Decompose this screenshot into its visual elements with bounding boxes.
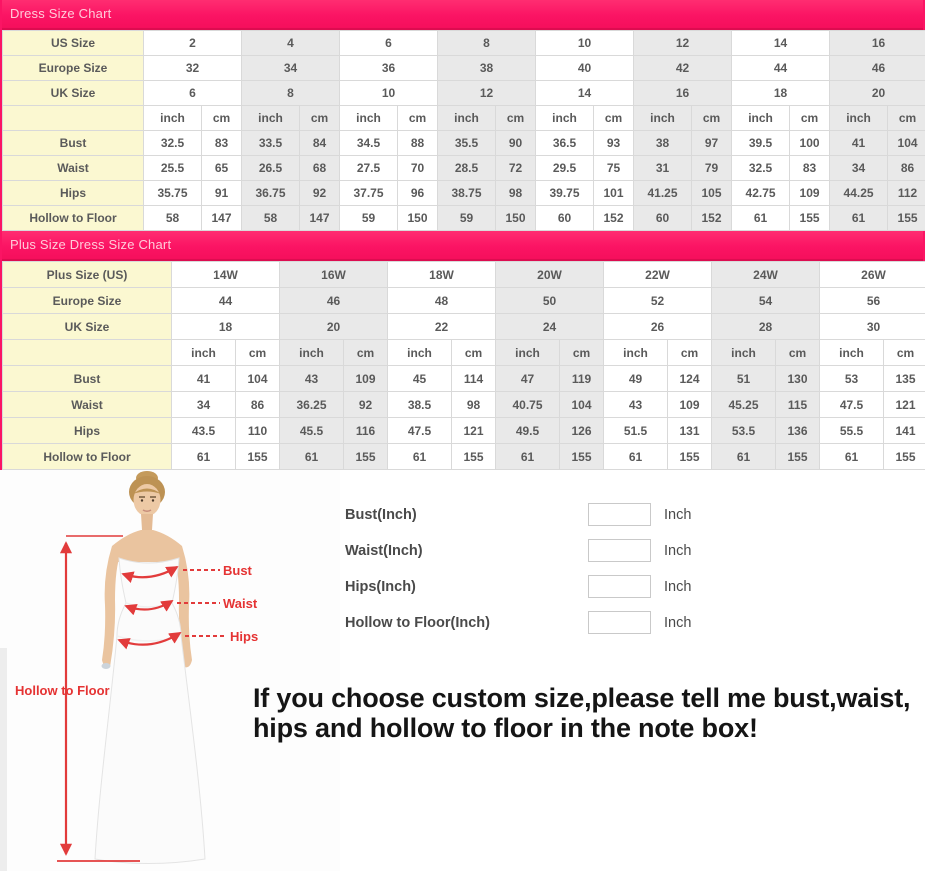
size-value-cell: inch — [536, 106, 594, 131]
size-value-cell: 34 — [242, 56, 340, 81]
size-value-cell: 14 — [536, 81, 634, 106]
size-value-cell: 42 — [634, 56, 732, 81]
size-value-cell: 35.5 — [438, 131, 496, 156]
hips-unit-label: Inch — [664, 579, 691, 595]
size-value-cell: 34 — [172, 392, 236, 418]
size-value-cell: 83 — [790, 156, 830, 181]
size-value-cell: 58 — [242, 206, 300, 231]
size-value-cell: 16W — [280, 262, 388, 288]
size-value-cell: cm — [236, 340, 280, 366]
size-value-cell: 60 — [536, 206, 594, 231]
size-value-cell: 147 — [202, 206, 242, 231]
size-value-cell: 68 — [300, 156, 340, 181]
size-value-cell: 124 — [668, 366, 712, 392]
size-value-cell: 61 — [732, 206, 790, 231]
size-value-cell: 155 — [236, 444, 280, 470]
size-value-cell: 43 — [280, 366, 344, 392]
size-value-cell: 49.5 — [496, 418, 560, 444]
measurement-guide-section — [0, 470, 925, 871]
size-value-cell: 44 — [172, 288, 280, 314]
size-value-cell: 41.25 — [634, 181, 692, 206]
size-value-cell: 92 — [344, 392, 388, 418]
row-label-cell: US Size — [3, 31, 144, 56]
size-value-cell: 45.5 — [280, 418, 344, 444]
size-value-cell: 44.25 — [830, 181, 888, 206]
model-measurement-diagram — [0, 470, 340, 871]
hollow-inch-input[interactable] — [588, 611, 651, 634]
bust-inch-input[interactable] — [588, 503, 651, 526]
size-value-cell: 45.25 — [712, 392, 776, 418]
size-value-cell: inch — [634, 106, 692, 131]
size-value-cell: cm — [560, 340, 604, 366]
size-value-cell: 56 — [820, 288, 925, 314]
size-value-cell: 98 — [452, 392, 496, 418]
photo-edge-shadow — [0, 648, 7, 871]
size-value-cell: 12 — [438, 81, 536, 106]
size-value-cell: 59 — [438, 206, 496, 231]
size-value-cell: 150 — [496, 206, 536, 231]
size-value-cell: cm — [344, 340, 388, 366]
size-value-cell: 4 — [242, 31, 340, 56]
measurement-row — [3, 366, 925, 392]
measurement-row — [3, 418, 925, 444]
size-value-cell: 34 — [830, 156, 888, 181]
size-value-cell: 86 — [888, 156, 925, 181]
row-label-cell: Hips — [3, 418, 172, 444]
row-label-cell — [3, 340, 172, 366]
size-value-cell: 131 — [668, 418, 712, 444]
size-value-cell: 32.5 — [144, 131, 202, 156]
size-value-cell: 61 — [280, 444, 344, 470]
size-value-cell: 51 — [712, 366, 776, 392]
size-value-cell: 22W — [604, 262, 712, 288]
size-value-cell: 38 — [438, 56, 536, 81]
plus-size-table — [2, 261, 925, 470]
size-value-cell: 54 — [712, 288, 820, 314]
size-value-cell: 96 — [398, 181, 438, 206]
size-value-cell: 93 — [594, 131, 634, 156]
size-value-cell: 46 — [830, 56, 925, 81]
size-value-cell: 155 — [888, 206, 925, 231]
hips-inch-input[interactable] — [588, 575, 651, 598]
size-value-cell: 24W — [712, 262, 820, 288]
size-value-cell: cm — [776, 340, 820, 366]
size-value-cell: inch — [144, 106, 202, 131]
size-value-cell: 116 — [344, 418, 388, 444]
size-value-cell: 20 — [830, 81, 925, 106]
measurement-row — [3, 156, 925, 181]
size-value-cell: 52 — [604, 288, 712, 314]
size-value-cell: 100 — [790, 131, 830, 156]
size-value-cell: 115 — [776, 392, 820, 418]
size-value-cell: 155 — [560, 444, 604, 470]
size-value-cell: inch — [388, 340, 452, 366]
size-value-cell: 61 — [172, 444, 236, 470]
size-value-cell: 61 — [712, 444, 776, 470]
hollow-to-floor-figure-label: Hollow to Floor — [15, 683, 110, 698]
plus-chart-title: Plus Size Dress Size Chart — [10, 237, 171, 252]
size-value-cell: 14W — [172, 262, 280, 288]
size-value-cell: 2 — [144, 31, 242, 56]
size-value-cell: 10 — [536, 31, 634, 56]
size-value-cell: 6 — [144, 81, 242, 106]
size-header-row — [3, 31, 925, 56]
size-header-row — [3, 81, 925, 106]
size-value-cell: 155 — [668, 444, 712, 470]
size-value-cell: 91 — [202, 181, 242, 206]
model-neck — [141, 514, 153, 532]
hollow-unit-label: Inch — [664, 615, 691, 631]
size-value-cell: 36 — [340, 56, 438, 81]
measurement-row — [3, 206, 925, 231]
row-label-cell: Hips — [3, 181, 144, 206]
size-value-cell: 39.75 — [536, 181, 594, 206]
bust-form-row — [345, 503, 691, 526]
size-value-cell: 20 — [280, 314, 388, 340]
hips-input-label: Hips(Inch) — [345, 579, 588, 595]
measurement-row — [3, 181, 925, 206]
row-label-cell: Waist — [3, 392, 172, 418]
custom-size-note-line1: If you choose custom size,please tell me bust,waist, — [253, 684, 925, 714]
size-value-cell: 39.5 — [732, 131, 790, 156]
size-value-cell: 45 — [388, 366, 452, 392]
row-label-cell: Bust — [3, 366, 172, 392]
row-label-cell: Europe Size — [3, 288, 172, 314]
size-value-cell: 48 — [388, 288, 496, 314]
size-value-cell: 101 — [594, 181, 634, 206]
size-value-cell: cm — [668, 340, 712, 366]
size-value-cell: 6 — [340, 31, 438, 56]
size-value-cell: inch — [438, 106, 496, 131]
size-value-cell: cm — [790, 106, 830, 131]
unit-header-row — [3, 340, 925, 366]
hollow-input-label: Hollow to Floor(Inch) — [345, 615, 588, 631]
waist-form-row — [345, 539, 691, 562]
size-value-cell: 34.5 — [340, 131, 398, 156]
row-label-cell — [3, 106, 144, 131]
row-label-cell: UK Size — [3, 81, 144, 106]
size-value-cell: 61 — [604, 444, 668, 470]
size-value-cell: 53.5 — [712, 418, 776, 444]
measurement-row — [3, 392, 925, 418]
size-value-cell: 65 — [202, 156, 242, 181]
size-value-cell: 58 — [144, 206, 202, 231]
size-value-cell: 30 — [820, 314, 925, 340]
size-value-cell: 12 — [634, 31, 732, 56]
bust-figure-label: Bust — [223, 563, 252, 578]
size-value-cell: 43.5 — [172, 418, 236, 444]
model-bracelet — [102, 663, 111, 669]
size-value-cell: 31 — [634, 156, 692, 181]
hips-form-row — [345, 575, 691, 598]
size-value-cell: 135 — [884, 366, 925, 392]
size-value-cell: 90 — [496, 131, 536, 156]
waist-unit-label: Inch — [664, 543, 691, 559]
bust-unit-label: Inch — [664, 507, 691, 523]
size-value-cell: 150 — [398, 206, 438, 231]
size-value-cell: 33.5 — [242, 131, 300, 156]
size-value-cell: 38 — [634, 131, 692, 156]
size-value-cell: inch — [820, 340, 884, 366]
size-value-cell: 60 — [634, 206, 692, 231]
size-value-cell: inch — [830, 106, 888, 131]
size-value-cell: 36.5 — [536, 131, 594, 156]
size-value-cell: 109 — [790, 181, 830, 206]
size-value-cell: 43 — [604, 392, 668, 418]
size-value-cell: 35.75 — [144, 181, 202, 206]
size-value-cell: 10 — [340, 81, 438, 106]
custom-size-note-line2: hips and hollow to floor in the note box! — [253, 714, 925, 744]
waist-inch-input[interactable] — [588, 539, 651, 562]
size-value-cell: 136 — [776, 418, 820, 444]
size-value-cell: 26.5 — [242, 156, 300, 181]
size-value-cell: inch — [242, 106, 300, 131]
size-value-cell: 26W — [820, 262, 925, 288]
standard-size-table — [2, 30, 925, 231]
size-value-cell: 29.5 — [536, 156, 594, 181]
row-label-cell: Plus Size (US) — [3, 262, 172, 288]
size-value-cell: cm — [452, 340, 496, 366]
size-value-cell: 8 — [438, 31, 536, 56]
size-value-cell: 51.5 — [604, 418, 668, 444]
size-value-cell: 121 — [884, 392, 925, 418]
size-value-cell: 53 — [820, 366, 884, 392]
size-value-cell: 16 — [634, 81, 732, 106]
size-value-cell: 55.5 — [820, 418, 884, 444]
size-value-cell: 47 — [496, 366, 560, 392]
row-label-cell: UK Size — [3, 314, 172, 340]
size-value-cell: 61 — [820, 444, 884, 470]
bust-input-label: Bust(Inch) — [345, 507, 588, 523]
size-value-cell: 97 — [692, 131, 732, 156]
size-value-cell: 28 — [712, 314, 820, 340]
size-header-row — [3, 288, 925, 314]
size-value-cell: 28.5 — [438, 156, 496, 181]
size-value-cell: 18 — [172, 314, 280, 340]
size-value-cell: 112 — [888, 181, 925, 206]
size-value-cell: 40 — [536, 56, 634, 81]
size-value-cell: 98 — [496, 181, 536, 206]
size-value-cell: cm — [594, 106, 634, 131]
size-value-cell: 40.75 — [496, 392, 560, 418]
size-value-cell: 109 — [668, 392, 712, 418]
size-value-cell: 105 — [692, 181, 732, 206]
size-value-cell: 42.75 — [732, 181, 790, 206]
size-value-cell: 14 — [732, 31, 830, 56]
size-value-cell: 155 — [884, 444, 925, 470]
size-value-cell: 24 — [496, 314, 604, 340]
size-value-cell: 155 — [344, 444, 388, 470]
size-value-cell: 18W — [388, 262, 496, 288]
measurement-row — [3, 131, 925, 156]
row-label-cell: Hollow to Floor — [3, 444, 172, 470]
size-value-cell: 84 — [300, 131, 340, 156]
size-value-cell: 46 — [280, 288, 388, 314]
size-value-cell: inch — [280, 340, 344, 366]
custom-size-note — [253, 684, 925, 743]
size-value-cell: cm — [888, 106, 925, 131]
size-value-cell: 104 — [236, 366, 280, 392]
size-value-cell: 110 — [236, 418, 280, 444]
hollow-form-row — [345, 611, 691, 634]
size-value-cell: cm — [692, 106, 732, 131]
size-value-cell: 32 — [144, 56, 242, 81]
size-value-cell: inch — [732, 106, 790, 131]
row-label-cell: Europe Size — [3, 56, 144, 81]
size-value-cell: 152 — [692, 206, 732, 231]
size-value-cell: 70 — [398, 156, 438, 181]
size-header-row — [3, 262, 925, 288]
size-value-cell: 104 — [888, 131, 925, 156]
size-value-cell: 26 — [604, 314, 712, 340]
size-value-cell: 155 — [452, 444, 496, 470]
size-value-cell: 27.5 — [340, 156, 398, 181]
row-label-cell: Bust — [3, 131, 144, 156]
size-value-cell: 32.5 — [732, 156, 790, 181]
size-value-cell: cm — [496, 106, 536, 131]
waist-input-label: Waist(Inch) — [345, 543, 588, 559]
unit-header-row — [3, 106, 925, 131]
size-value-cell: 109 — [344, 366, 388, 392]
size-value-cell: 37.75 — [340, 181, 398, 206]
waist-figure-label: Waist — [223, 596, 257, 611]
size-value-cell: 20W — [496, 262, 604, 288]
size-value-cell: 147 — [300, 206, 340, 231]
size-value-cell: 141 — [884, 418, 925, 444]
size-value-cell: 121 — [452, 418, 496, 444]
size-value-cell: inch — [340, 106, 398, 131]
size-header-row — [3, 314, 925, 340]
size-value-cell: 92 — [300, 181, 340, 206]
custom-size-form — [345, 503, 691, 647]
size-value-cell: cm — [202, 106, 242, 131]
size-value-cell: 16 — [830, 31, 925, 56]
size-value-cell: cm — [300, 106, 340, 131]
measurement-row — [3, 444, 925, 470]
size-value-cell: 47.5 — [820, 392, 884, 418]
size-value-cell: inch — [496, 340, 560, 366]
size-value-cell: 83 — [202, 131, 242, 156]
size-value-cell: 36.75 — [242, 181, 300, 206]
size-value-cell: 79 — [692, 156, 732, 181]
size-value-cell: 22 — [388, 314, 496, 340]
size-value-cell: 38.5 — [388, 392, 452, 418]
size-value-cell: 61 — [496, 444, 560, 470]
size-value-cell: 114 — [452, 366, 496, 392]
model-figure-illustration — [0, 470, 340, 871]
size-value-cell: inch — [604, 340, 668, 366]
size-value-cell: 86 — [236, 392, 280, 418]
size-value-cell: 59 — [340, 206, 398, 231]
size-value-cell: 41 — [830, 131, 888, 156]
size-value-cell: 50 — [496, 288, 604, 314]
size-value-cell: cm — [398, 106, 438, 131]
size-value-cell: 104 — [560, 392, 604, 418]
size-value-cell: 155 — [776, 444, 820, 470]
size-value-cell: 75 — [594, 156, 634, 181]
size-value-cell: 61 — [830, 206, 888, 231]
size-value-cell: 18 — [732, 81, 830, 106]
size-value-cell: 49 — [604, 366, 668, 392]
row-label-cell: Waist — [3, 156, 144, 181]
size-value-cell: cm — [884, 340, 925, 366]
size-value-cell: 155 — [790, 206, 830, 231]
size-value-cell: 44 — [732, 56, 830, 81]
standard-chart-title-bar — [2, 0, 923, 30]
row-label-cell: Hollow to Floor — [3, 206, 144, 231]
size-value-cell: 72 — [496, 156, 536, 181]
size-value-cell: 61 — [388, 444, 452, 470]
size-value-cell: 41 — [172, 366, 236, 392]
standard-chart-title: Dress Size Chart — [10, 6, 111, 21]
plus-chart-title-bar — [2, 231, 923, 261]
size-value-cell: 130 — [776, 366, 820, 392]
size-value-cell: 119 — [560, 366, 604, 392]
size-header-row — [3, 56, 925, 81]
size-value-cell: 47.5 — [388, 418, 452, 444]
size-value-cell: 88 — [398, 131, 438, 156]
size-value-cell: inch — [172, 340, 236, 366]
size-value-cell: inch — [712, 340, 776, 366]
size-value-cell: 126 — [560, 418, 604, 444]
size-value-cell: 38.75 — [438, 181, 496, 206]
hips-figure-label: Hips — [230, 629, 258, 644]
size-value-cell: 8 — [242, 81, 340, 106]
size-value-cell: 25.5 — [144, 156, 202, 181]
size-value-cell: 36.25 — [280, 392, 344, 418]
size-value-cell: 152 — [594, 206, 634, 231]
